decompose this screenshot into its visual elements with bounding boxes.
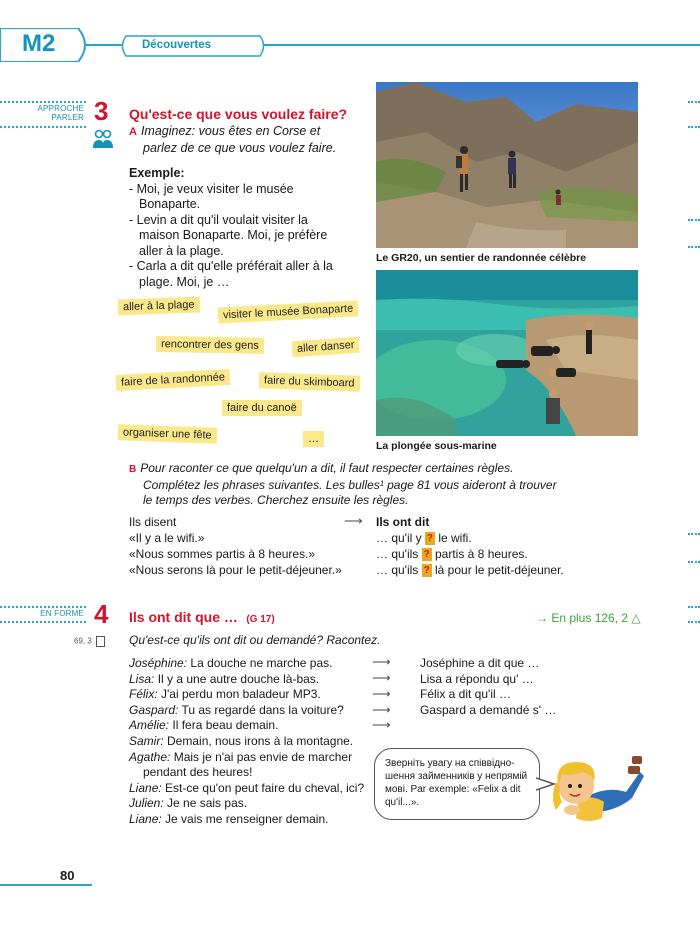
photo-diving — [376, 270, 638, 436]
dialogue-line — [129, 718, 369, 734]
answer-stem: Joséphine a dit que … — [420, 656, 540, 670]
answer-stem: Félix a dit qu'il … — [420, 687, 511, 702]
utterance: Est-ce qu'on peut faire du cheval, ici? — [165, 780, 365, 795]
instruction-a-line1: Imaginez: vous êtes en Corse et — [140, 124, 321, 138]
dialogue-line — [129, 781, 369, 797]
more-ref-link[interactable]: → En plus 126, 2 △ — [536, 611, 641, 625]
right-edge-dots — [688, 219, 700, 221]
exercise-title-text: Ils ont dit que … — [129, 609, 238, 625]
right-edge-dots — [688, 621, 700, 623]
exercise-title: Qu'est-ce que vous voulez faire? — [129, 106, 348, 122]
reported-right-suffix: là pour le petit-déjeuner. — [435, 563, 564, 577]
footer-rule — [0, 884, 92, 886]
reported-left-header: Ils disent — [129, 515, 177, 529]
dialogue-line — [129, 687, 369, 703]
cartoon-girl-illustration — [548, 752, 644, 828]
exercise-title — [129, 609, 275, 627]
instruction-b-text: Pour raconter ce que quelqu'un a dit, il faut respecter certaines règles. — [140, 461, 514, 475]
reported-right-prefix: … qu'ils — [376, 547, 419, 561]
blank-marker: ? — [426, 533, 434, 545]
utterance: Je vais me renseigner demain. — [165, 811, 329, 826]
phrase-tag: … — [303, 431, 324, 447]
utterance: Tu as regardé dans la voiture? — [181, 702, 344, 717]
instruction-b-line2: Complétez les phrases suivantes. Les bulles¹ page 81 vous aideront à trouver — [143, 477, 557, 492]
instruction-4: Qu'est-ce qu'ils ont dit ou demandé? Racontez. — [129, 633, 381, 647]
example-title: Exemple: — [129, 166, 185, 180]
dialogue-line — [129, 750, 369, 766]
dialogue-line — [129, 672, 369, 688]
reported-left-line: «Nous sommes partis à 8 heures.» — [129, 547, 316, 561]
phrase-tag: visiter le musée Bonaparte — [218, 300, 359, 323]
reported-right-suffix: partis à 8 heures. — [435, 547, 528, 561]
blank-marker: ? — [423, 549, 430, 561]
right-edge-dots — [688, 533, 700, 535]
phrase-tag: organiser une fête — [118, 424, 217, 443]
side-dots — [0, 621, 86, 623]
side-tag-approche: APPROCHE PARLER — [37, 104, 84, 122]
workbook-ref — [74, 636, 105, 647]
reported-right-prefix: … qu'il y — [376, 531, 422, 545]
dialogue-line — [129, 765, 369, 781]
example-line: plage. Moi, je … — [139, 274, 230, 289]
answer-stem: Gaspard a demandé s' … — [420, 702, 557, 717]
side-tag-en-forme: EN FORME — [40, 609, 84, 618]
arrow-icon: ⟶ — [344, 513, 363, 528]
tip-bubble: Зверніть увагу на співвідно-шення займенників у непрямій мові. Par exemple: «Felix a dit qu'il...». — [374, 748, 540, 820]
speaker: Julien: — [129, 796, 164, 811]
photo-caption: Le GR20, un sentier de randonnée célèbre — [376, 252, 587, 264]
speaker: Félix: — [129, 687, 158, 702]
instruction-b-line3: le temps des verbes. Cherchez ensuite les règles. — [143, 493, 409, 507]
dialogue-line — [129, 812, 369, 828]
example-line: aller à la plage. — [139, 243, 224, 258]
page-number: 80 — [60, 868, 75, 883]
utterance: La douche ne marche pas. — [190, 656, 333, 670]
letter-a: A — [129, 126, 137, 138]
arrow-icon: ⟶ — [372, 702, 391, 717]
reported-right-line — [376, 531, 472, 545]
phrase-tag: faire de la randonnée — [116, 369, 231, 391]
workbook-ref-text: 69, 3 — [74, 636, 92, 646]
dialogue-line — [129, 656, 369, 672]
answer-stem: Lisa a répondu qu' … — [420, 671, 534, 686]
dialogue-line — [129, 734, 369, 750]
phrase-tag: faire du canoë — [222, 400, 302, 416]
instruction-b-line1 — [129, 461, 589, 478]
phrase-tag: faire du skimboard — [259, 372, 360, 391]
speaker: Agathe: — [129, 749, 171, 764]
utterance: J'ai perdu mon baladeur MP3. — [161, 687, 321, 702]
reported-right-prefix: … qu'ils — [376, 563, 419, 577]
speaker: Amélie: — [129, 718, 170, 733]
reported-right-header: Ils ont dit — [376, 515, 430, 529]
example-block — [129, 166, 369, 290]
workbook-icon — [96, 636, 105, 647]
photo-gr20-hikers — [376, 82, 638, 248]
utterance: Il y a une autre douche là-bas. — [157, 671, 320, 686]
arrow-icon: ⟶ — [372, 670, 391, 685]
right-edge-dots — [688, 246, 700, 248]
reported-right-line — [376, 547, 528, 561]
reported-left-line: «Il y a le wifi.» — [129, 531, 205, 545]
exercise-number: 4 — [94, 599, 109, 629]
header-rule — [0, 44, 700, 46]
side-dots — [0, 101, 86, 103]
dialogue-line — [129, 703, 369, 719]
letter-b: B — [129, 464, 137, 475]
instruction-a — [129, 124, 369, 156]
arrow-icon: ⟶ — [372, 654, 391, 669]
arrow-icon: ⟶ — [372, 686, 391, 701]
answers-block — [420, 656, 556, 718]
right-edge-dots — [688, 561, 700, 563]
speaker: Liane: — [129, 811, 162, 826]
utterance: Je ne sais pas. — [167, 796, 248, 811]
example-line: - Carla a dit qu'elle préférait aller à la — [129, 259, 333, 273]
grammar-ref[interactable]: (G 17) — [246, 614, 275, 625]
speaker: Liane: — [129, 780, 162, 795]
unit-label: M2 — [22, 30, 56, 57]
section-title: Découvertes — [142, 39, 212, 51]
speaker: Lisa: — [129, 671, 155, 686]
dialogue-line — [129, 796, 369, 812]
arrow-icon: ⟶ — [372, 717, 391, 732]
speaker: Samir: — [129, 733, 164, 748]
phrase-tag: aller à la plage — [118, 297, 200, 316]
example-line: - Moi, je veux visiter le musée — [129, 181, 294, 196]
example-line: maison Bonaparte. Moi, je préfère — [139, 228, 328, 242]
exercise-number: 3 — [94, 96, 109, 126]
side-dots — [0, 606, 86, 608]
phrase-tag: aller danser — [292, 337, 360, 358]
utterance: pendant des heures! — [143, 765, 253, 780]
speaker: Joséphine: — [129, 656, 188, 670]
right-edge-dots — [688, 606, 700, 608]
reported-right-line — [376, 563, 564, 577]
right-edge-dots — [688, 126, 700, 128]
example-line: Bonaparte. — [139, 197, 201, 211]
side-dots — [0, 126, 86, 128]
photo-caption: La plongée sous-marine — [376, 440, 497, 452]
utterance: Demain, nous irons à la montagne. — [167, 733, 354, 748]
example-line: - Levin a dit qu'il voulait visiter la — [129, 212, 308, 227]
reported-right-suffix: le wifi. — [438, 531, 472, 545]
right-edge-dots — [688, 101, 700, 103]
speaker: Gaspard: — [129, 702, 179, 717]
utterance: Il fera beau demain. — [172, 718, 279, 733]
instruction-a-line2: parlez de ce que vous voulez faire. — [143, 140, 337, 155]
utterance: Mais je n'ai pas envie de marcher — [173, 749, 353, 764]
reported-left-line: «Nous serons là pour le petit-déjeuner.» — [129, 563, 342, 577]
phrase-tag: rencontrer des gens — [156, 336, 264, 354]
instruction-b — [129, 461, 589, 509]
dialogue-block — [129, 656, 369, 828]
blank-marker: ? — [423, 565, 430, 577]
pair-work-icon — [92, 128, 114, 150]
